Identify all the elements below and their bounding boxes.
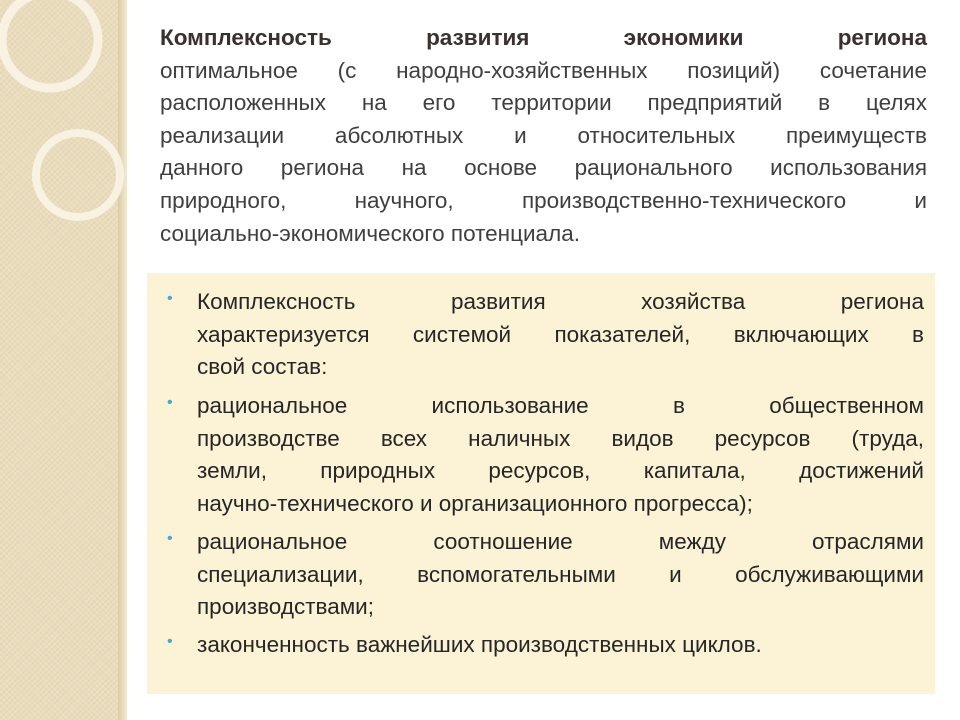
bullet-icon: • <box>167 394 173 411</box>
bullet-2-line-2: производстве всех наличных видов ресурсов (труда, <box>197 425 924 451</box>
bullet-icon: • <box>167 290 173 307</box>
heading-title: Комплексность развития экономики региона <box>160 25 927 50</box>
bullet-3-line-2: специализации, вспомогательными и обслуживающими <box>197 561 924 587</box>
definition-line-1: оптимальное (с народно-хозяйственных позиций) сочетание <box>160 57 927 83</box>
bullet-2-line-3: земли, природных ресурсов, капитала, достижений <box>197 458 924 483</box>
bullet-4-line-1: законченность важнейших производственных циклов. <box>197 632 762 657</box>
definition-line-3: реализации абсолютных и относительных преимуществ <box>160 122 927 148</box>
list-item <box>167 286 924 384</box>
bullet-3-line-3: производствами; <box>197 594 375 619</box>
list-item <box>167 526 924 624</box>
bullet-1-line-3: свой состав: <box>197 354 328 379</box>
definition-line-6: социально-экономического потенциала. <box>160 220 580 246</box>
bullet-icon: • <box>167 633 173 650</box>
definition-block <box>160 22 927 250</box>
decorative-rings <box>0 0 140 260</box>
bullet-icon: • <box>167 530 173 547</box>
list-item <box>167 629 924 662</box>
bullet-1-line-2: характеризуется системой показателей, включающих в <box>197 321 924 347</box>
ring-small <box>36 133 120 217</box>
bullet-3-line-1: рациональное соотношение между отраслями <box>197 529 924 554</box>
bullet-2-line-1: рациональное использование в общественном <box>197 393 924 418</box>
ring-large <box>2 0 98 88</box>
list-item <box>167 390 924 520</box>
definition-line-4: данного региона на основе рационального использования <box>160 155 927 181</box>
definition-line-5: природного, научного, производственно-технического и <box>160 187 927 213</box>
content-panel <box>147 273 935 694</box>
bullet-2-line-4: научно-технического и организационного прогресса); <box>197 490 753 516</box>
bullet-1-line-1: Комплексность развития хозяйства региона <box>197 289 924 314</box>
definition-line-2: расположенных на его территории предприятий в целях <box>160 90 927 116</box>
